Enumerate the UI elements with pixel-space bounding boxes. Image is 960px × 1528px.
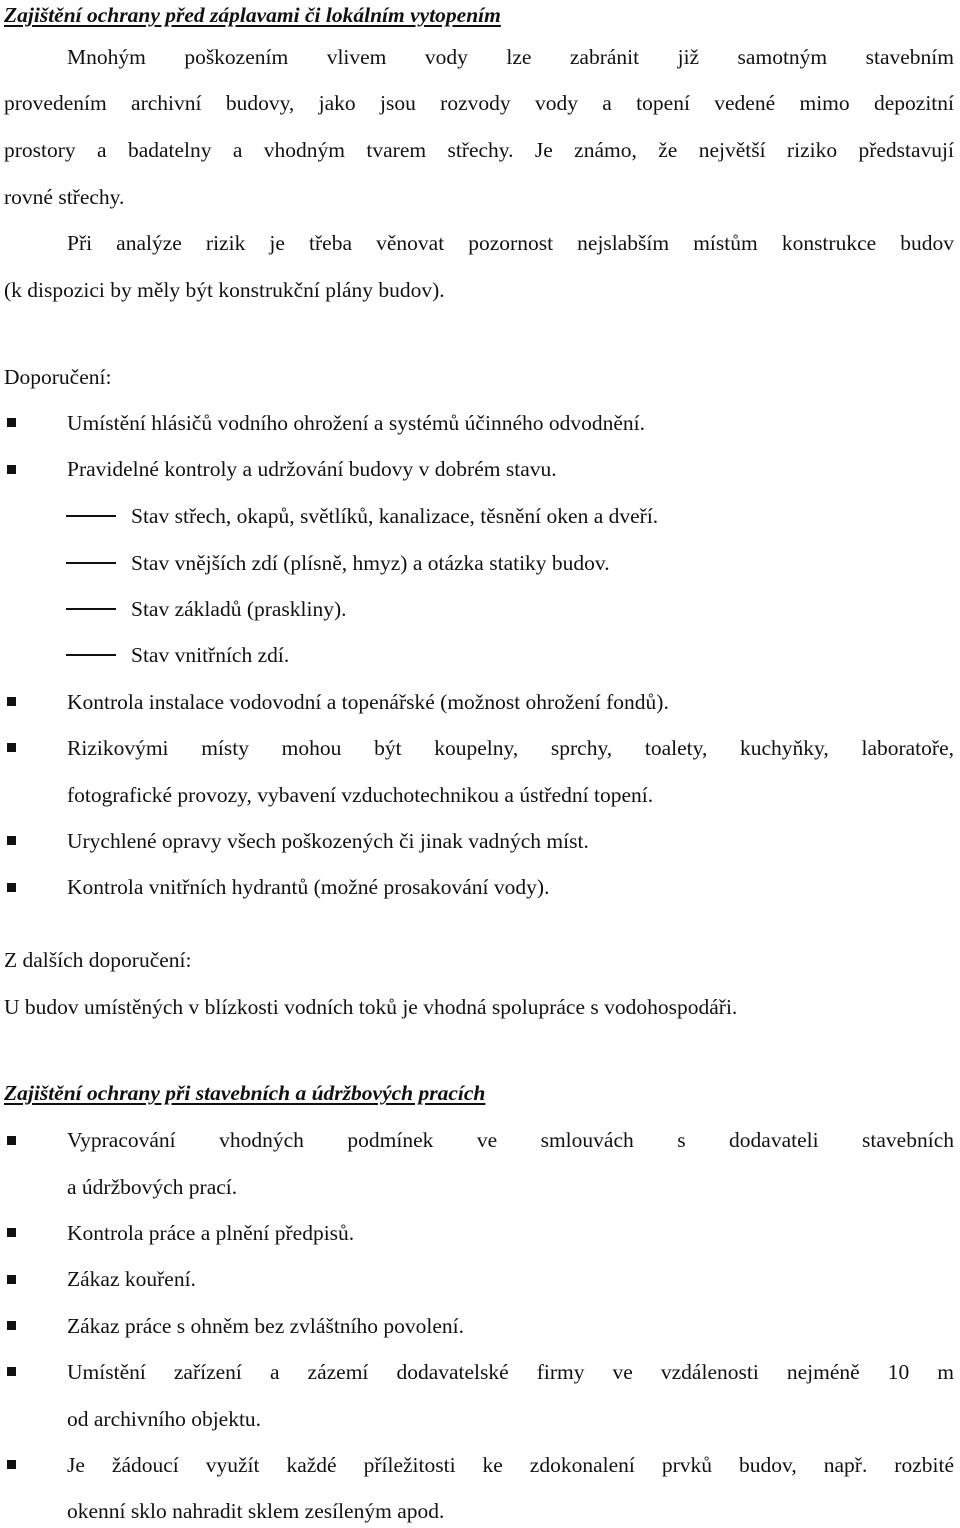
- bullet-square-icon: [7, 1228, 16, 1237]
- paragraph-line: Při analýze rizik je třeba věnovat pozornost nejslabším místům konstrukce budov: [67, 231, 954, 255]
- list-item-text: Urychlené opravy všech poškozených či jinak vadných míst.: [67, 829, 589, 853]
- paragraph-line: Mnohým poškozením vlivem vody lze zabránit již samotným stavebním: [67, 45, 954, 69]
- sub-list-item-text: Stav střech, okapů, světlíků, kanalizace, těsnění oken a dveří.: [131, 504, 659, 528]
- section-heading-construction: Zajištění ochrany při stavebních a údržbových pracích: [4, 1081, 486, 1105]
- list-item-text: fotografické provozy, vybavení vzduchotechnikou a ústřední topení.: [67, 783, 654, 807]
- list-item-text: a údržbových prací.: [67, 1175, 238, 1199]
- bullet-square-icon: [7, 465, 16, 474]
- bullet-square-icon: [7, 883, 16, 892]
- dash-icon: [66, 515, 116, 517]
- sub-list-item-text: Stav vnitřních zdí.: [131, 643, 290, 667]
- bullet-square-icon: [7, 697, 16, 706]
- list-item-text: Umístění zařízení a zázemí dodavatelské firmy ve vzdálenosti nejméně 10 m: [67, 1360, 954, 1384]
- dash-icon: [66, 608, 116, 610]
- further-recommendations-label: Z dalších doporučení:: [4, 948, 192, 972]
- recommendations-label: Doporučení:: [4, 365, 112, 389]
- list-item-text: Kontrola vnitřních hydrantů (možné prosakování vody).: [67, 875, 550, 899]
- list-item-text: Pravidelné kontroly a udržování budovy v dobrém stavu.: [67, 457, 557, 481]
- list-item-text: Zákaz kouření.: [67, 1267, 196, 1291]
- paragraph-line: (k dispozici by měly být konstrukční plány budov).: [4, 278, 445, 302]
- bullet-square-icon: [7, 1275, 16, 1284]
- paragraph-line: rovné střechy.: [4, 185, 125, 209]
- list-item-text: Rizikovými místy mohou být koupelny, sprchy, toalety, kuchyňky, laboratoře,: [67, 736, 954, 760]
- dash-icon: [66, 654, 116, 656]
- bullet-square-icon: [7, 1367, 16, 1376]
- list-item-text: Vypracování vhodných podmínek ve smlouvách s dodavateli stavebních: [67, 1128, 954, 1152]
- sub-list-item-text: Stav základů (praskliny).: [131, 597, 347, 621]
- bullet-square-icon: [7, 1460, 16, 1469]
- list-item-text: okenní sklo nahradit sklem zesíleným apod.: [67, 1499, 445, 1523]
- list-item-text: Kontrola instalace vodovodní a topenářské (možnost ohrožení fondů).: [67, 690, 669, 714]
- sub-list-item-text: Stav vnějších zdí (plísně, hmyz) a otázka statiky budov.: [131, 551, 610, 575]
- list-item-text: od archivního objektu.: [67, 1407, 262, 1431]
- section-heading-flood: Zajištění ochrany před záplavami či lokálním vytopením: [4, 3, 501, 27]
- bullet-square-icon: [7, 743, 16, 752]
- list-item-text: Kontrola práce a plnění předpisů.: [67, 1221, 355, 1245]
- paragraph-line: prostory a badatelny a vhodným tvarem střechy. Je známo, že největší riziko představují: [4, 138, 954, 162]
- list-item-text: Zákaz práce s ohněm bez zvláštního povolení.: [67, 1314, 465, 1338]
- further-recommendations-text: U budov umístěných v blízkosti vodních toků je vhodná spolupráce s vodohospodáři.: [4, 995, 738, 1019]
- bullet-square-icon: [7, 1321, 16, 1330]
- dash-icon: [66, 562, 116, 564]
- bullet-square-icon: [7, 1136, 16, 1145]
- bullet-square-icon: [7, 418, 16, 427]
- paragraph-line: provedením archivní budovy, jako jsou rozvody vody a topení vedené mimo depozitní: [4, 91, 954, 115]
- bullet-square-icon: [7, 836, 16, 845]
- list-item-text: Umístění hlásičů vodního ohrožení a systémů účinného odvodnění.: [67, 411, 646, 435]
- list-item-text: Je žádoucí využít každé příležitosti ke zdokonalení prvků budov, např. rozbité: [67, 1453, 954, 1477]
